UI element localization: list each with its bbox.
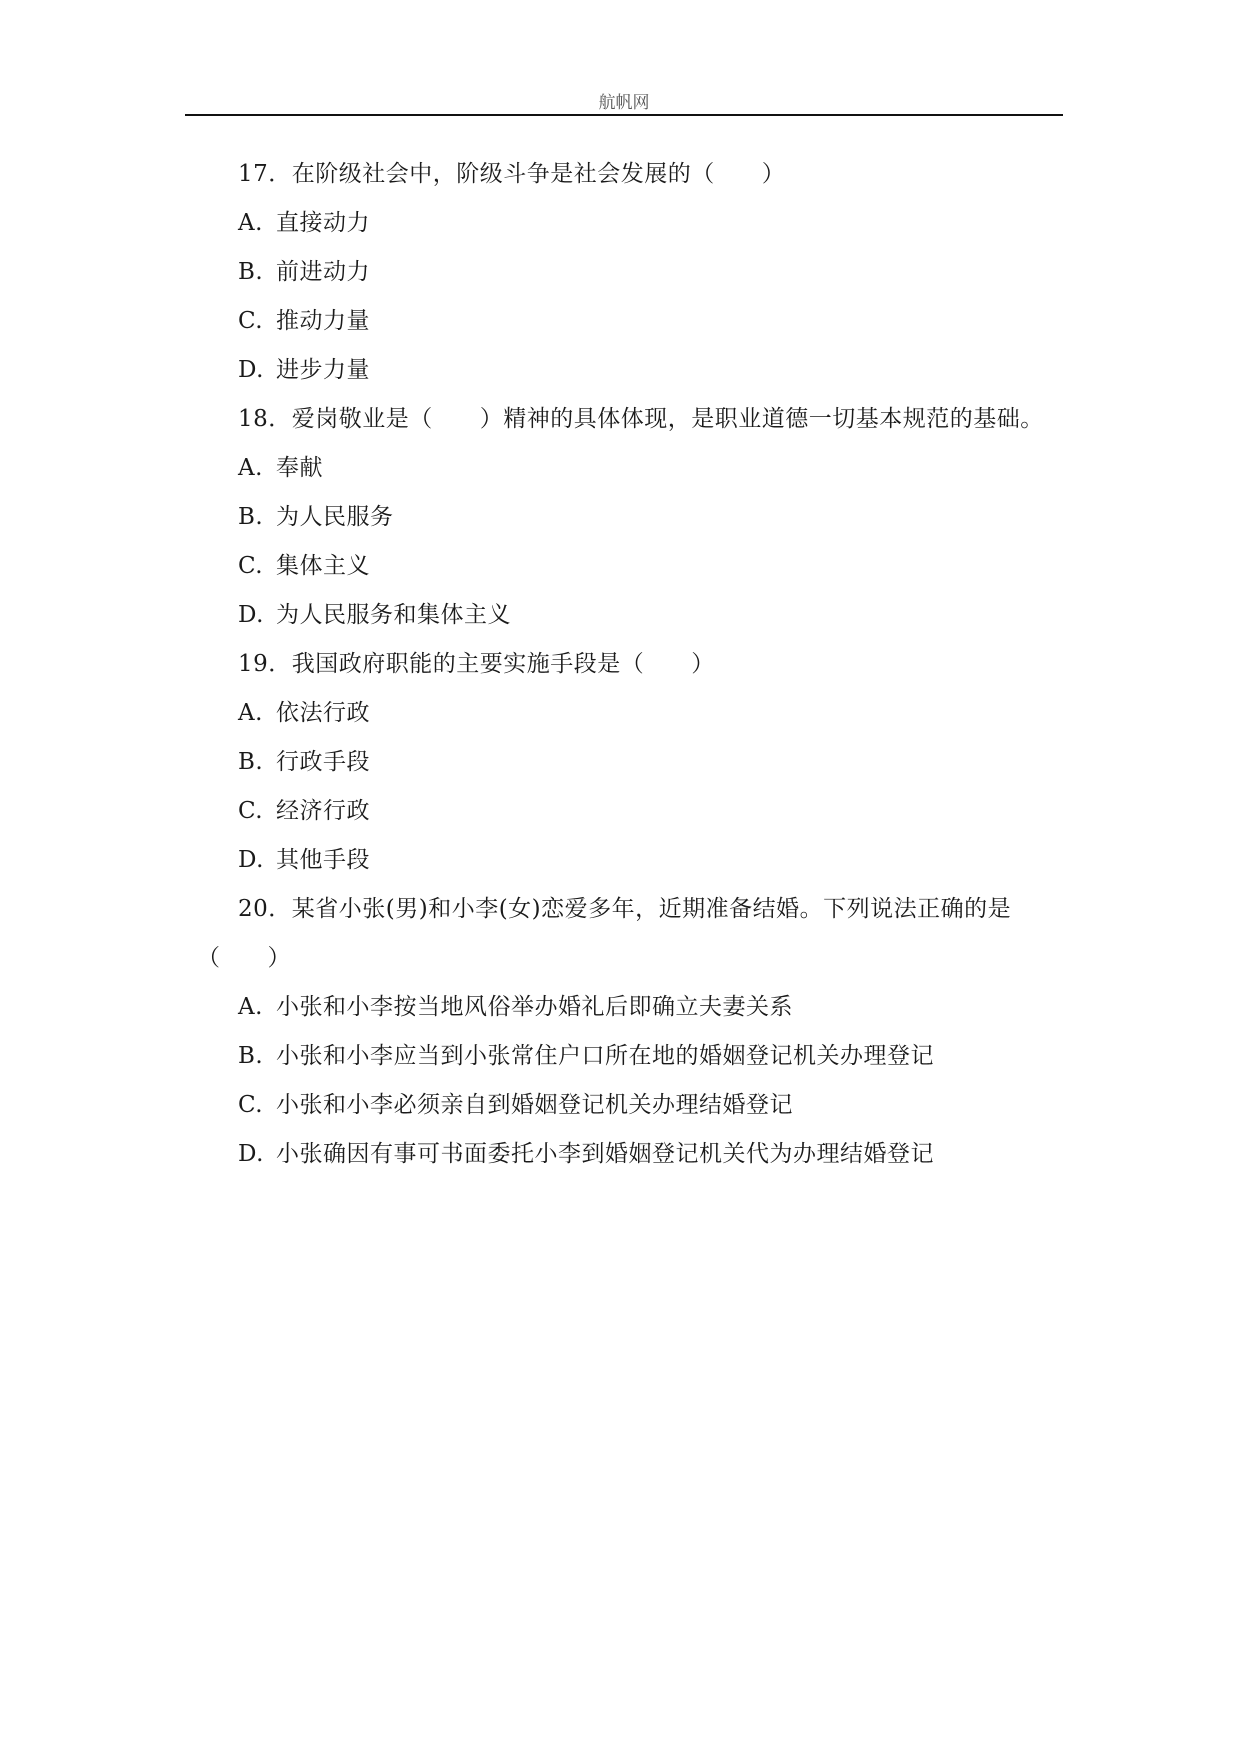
question-stem: 18．爱岗敬业是（ ）精神的具体体现，是职业道德一切基本规范的基础。 (238, 406, 1044, 432)
question-stem: 19．我国政府职能的主要实施手段是（ ） (238, 651, 715, 677)
question-stem: 17．在阶级社会中，阶级斗争是社会发展的（ ） (238, 161, 786, 187)
option-key: B. (238, 504, 264, 530)
option-key: D. (238, 357, 264, 383)
option-item (185, 542, 1065, 591)
option-item (185, 591, 1065, 640)
option-key: A. (238, 210, 263, 236)
option-item (185, 1032, 1065, 1081)
option-text: 为人民服务和集体主义 (276, 602, 511, 628)
question-stem: 20．某省小张(男)和小李(女)恋爱多年，近期准备结婚。下列说法正确的是 (238, 896, 1012, 922)
option-text: 直接动力 (276, 210, 370, 236)
option-item (185, 346, 1065, 395)
option-item (185, 297, 1065, 346)
option-text: 集体主义 (276, 553, 370, 579)
option-text: 小张和小李按当地风俗举办婚礼后即确立夫妻关系 (276, 994, 793, 1020)
option-text: 经济行政 (276, 798, 370, 824)
question-list (185, 150, 1065, 1179)
question-stem-continuation: （ ） (197, 945, 291, 971)
option-item (185, 444, 1065, 493)
option-text: 推动力量 (276, 308, 370, 334)
option-key: D. (238, 847, 264, 873)
page-header: 航帆网 (598, 93, 650, 113)
header-divider (185, 114, 1063, 116)
option-key: A. (238, 700, 263, 726)
option-item (185, 248, 1065, 297)
option-item (185, 199, 1065, 248)
option-text: 小张和小李必须亲自到婚姻登记机关办理结婚登记 (276, 1092, 793, 1118)
option-key: D. (238, 602, 264, 628)
option-text: 为人民服务 (276, 504, 394, 530)
option-text: 前进动力 (276, 259, 370, 285)
option-item (185, 983, 1065, 1032)
option-item (185, 738, 1065, 787)
option-item (185, 836, 1065, 885)
option-key: A. (238, 994, 263, 1020)
option-text: 依法行政 (276, 700, 370, 726)
option-key: B. (238, 749, 264, 775)
option-text: 其他手段 (276, 847, 370, 873)
option-text: 小张确因有事可书面委托小李到婚姻登记机关代为办理结婚登记 (276, 1141, 934, 1167)
option-text: 进步力量 (276, 357, 370, 383)
option-item (185, 689, 1065, 738)
option-item (185, 787, 1065, 836)
option-key: C. (238, 308, 264, 334)
option-text: 奉献 (276, 455, 323, 481)
option-key: A. (238, 455, 263, 481)
option-text: 行政手段 (276, 749, 370, 775)
option-key: D. (238, 1141, 264, 1167)
option-key: B. (238, 259, 264, 285)
option-text: 小张和小李应当到小张常住户口所在地的婚姻登记机关办理登记 (276, 1043, 934, 1069)
option-key: B. (238, 1043, 264, 1069)
option-item (185, 1081, 1065, 1130)
option-key: C. (238, 1092, 264, 1118)
option-item (185, 493, 1065, 542)
option-key: C. (238, 798, 264, 824)
option-item (185, 1130, 1065, 1179)
option-key: C. (238, 553, 264, 579)
